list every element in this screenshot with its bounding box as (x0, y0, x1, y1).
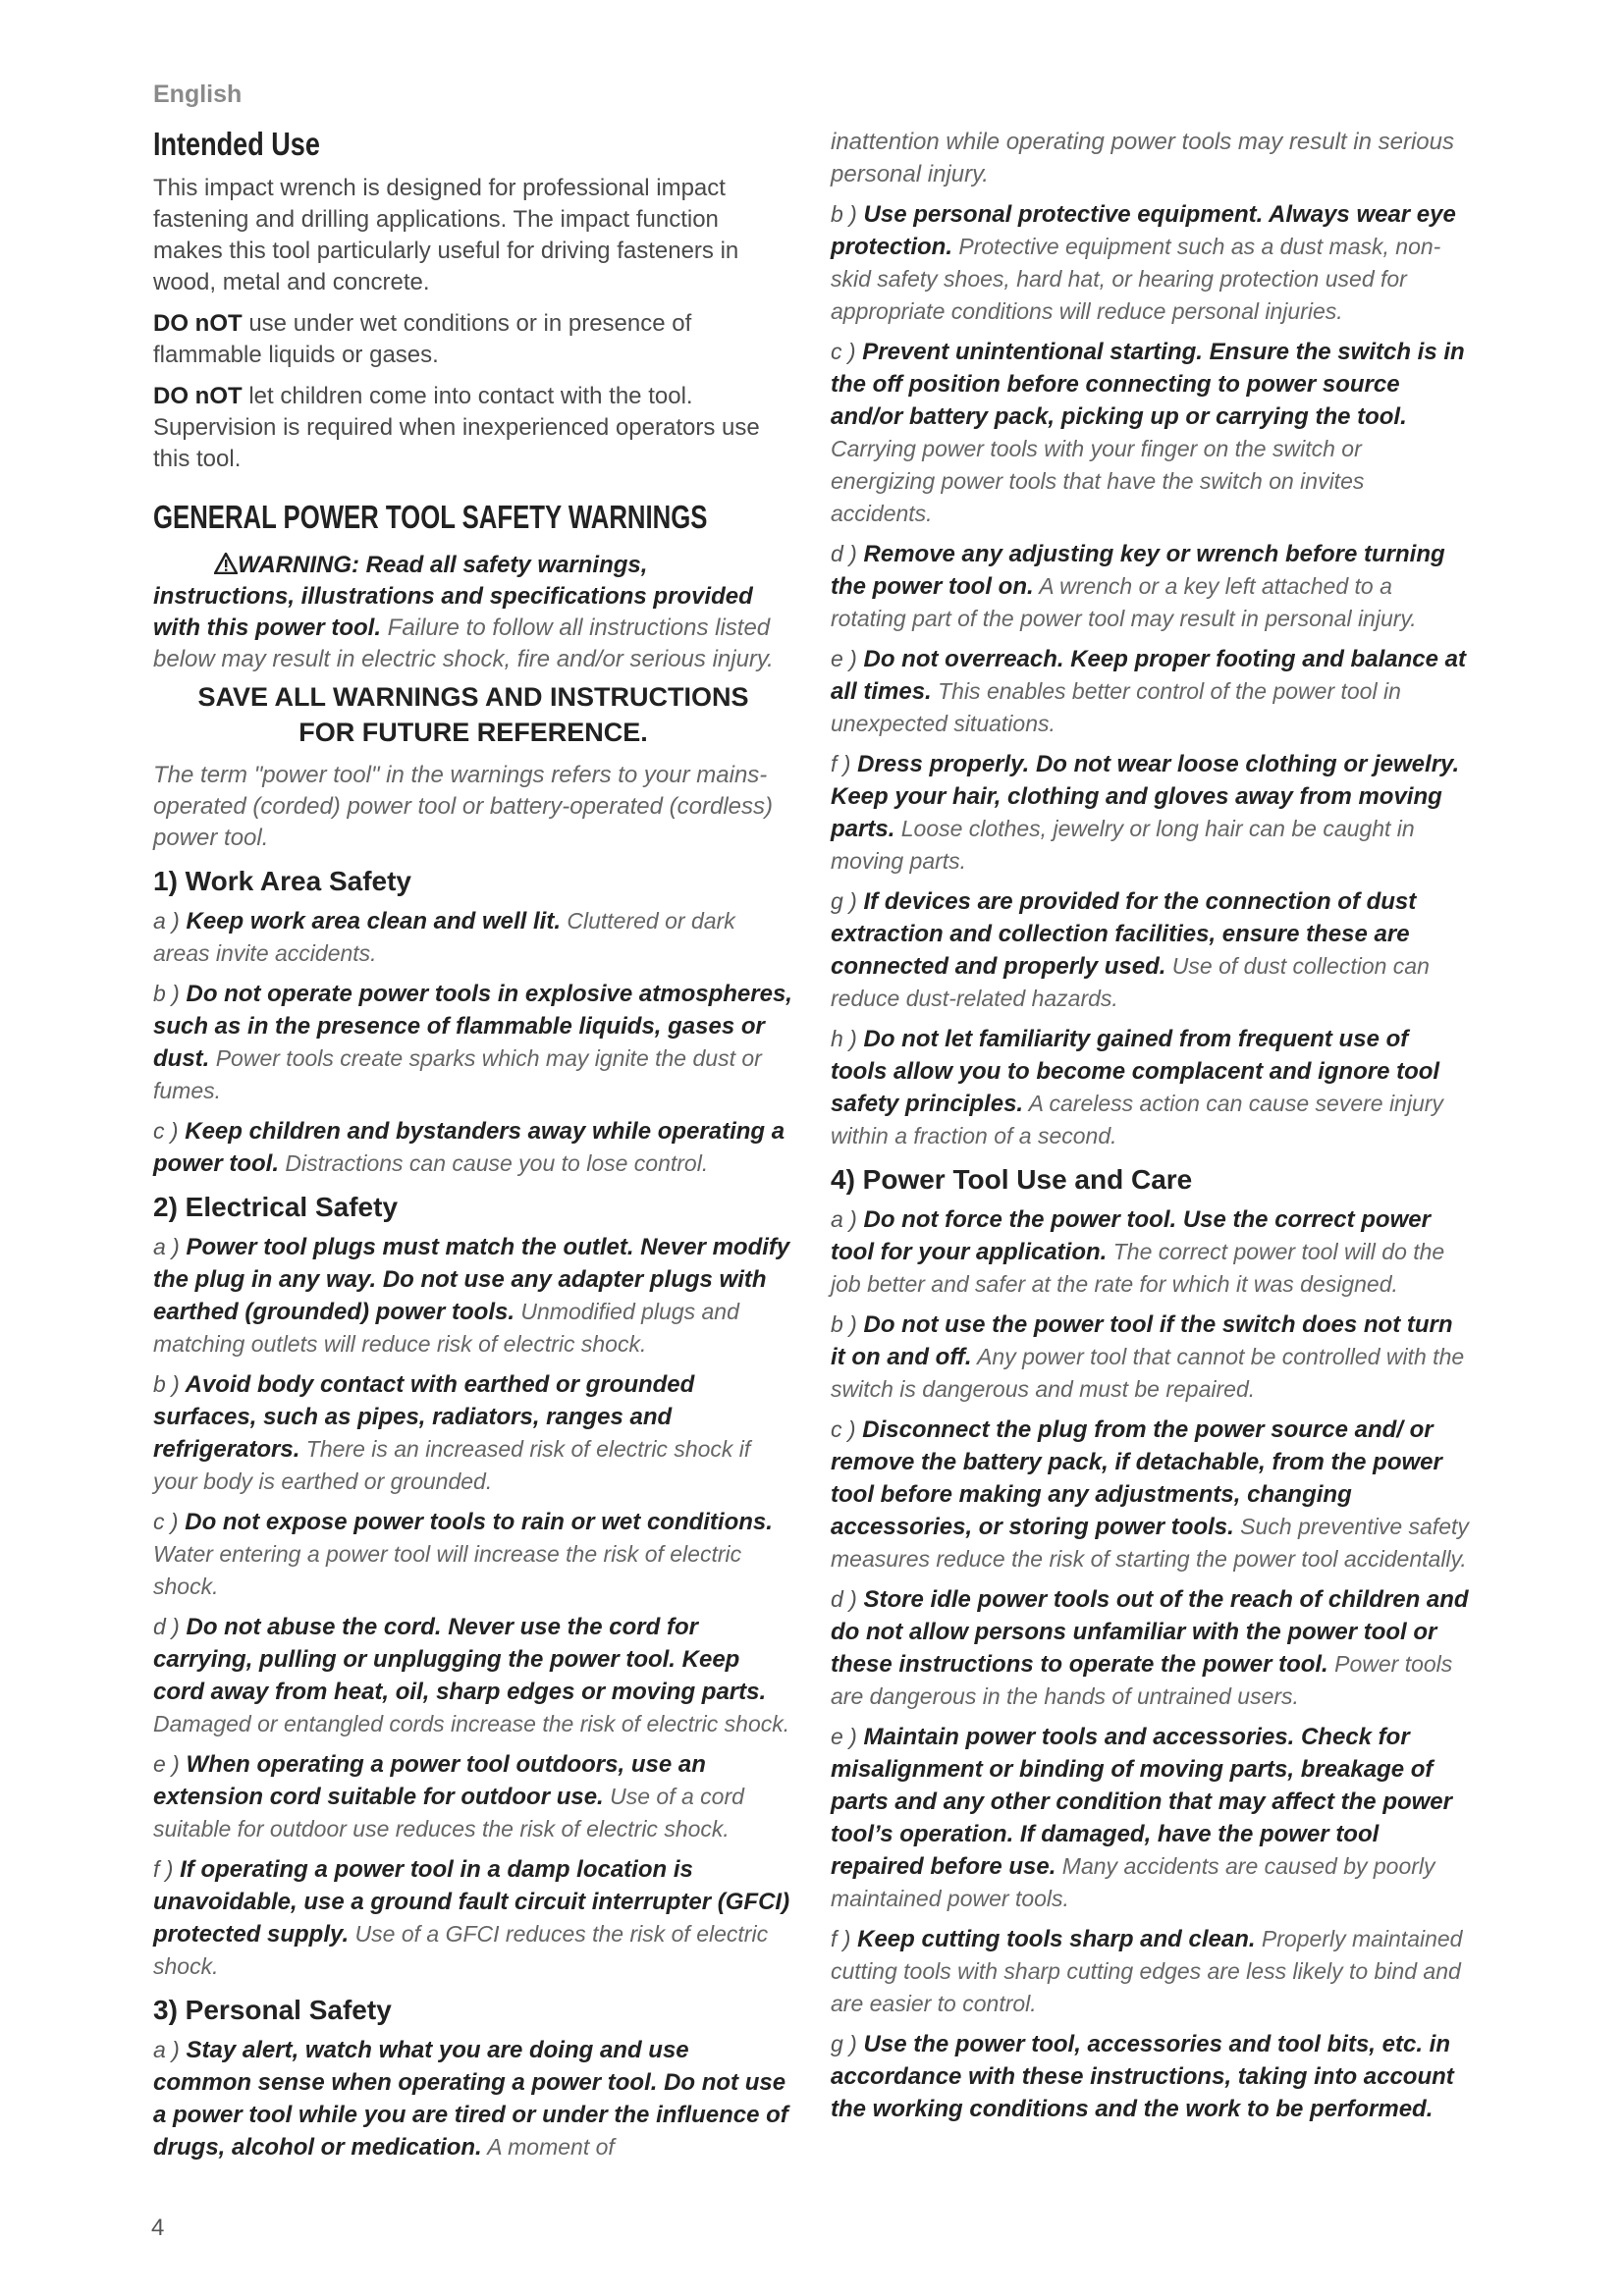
item-text: Many accidents are caused by poorly maintained power tools. (831, 1853, 1435, 1911)
item-bold-text: Do not expose power tools to rain or wet conditions. (178, 1509, 773, 1535)
item-letter: b ) (153, 981, 180, 1006)
item-letter: b ) (153, 1371, 180, 1397)
item-text: Use of a cord suitable for outdoor use reduces the risk of electric shock. (153, 1784, 744, 1842)
item-text: Unmodified plugs and matching outlets will reduce risk of electric shock. (153, 1299, 739, 1357)
section-electrical-heading: 2) Electrical Safety (153, 1192, 399, 1222)
item-text: A wrench or a key left attached to a rotating part of the power tool may result in personal injury. (831, 573, 1417, 631)
item-bold-text: Do not force the power tool. Use the correct power tool for your application. (831, 1206, 1431, 1265)
item-letter: e ) (831, 646, 857, 671)
donot-text: let children come into contact with the tool. Supervision is required when inexperienced operators use this tool. (153, 383, 760, 472)
save-instructions-line1: SAVE ALL WARNINGS AND INSTRUCTIONS (197, 682, 749, 712)
item-bold-text: Dress properly. Do not wear loose clothing or jewelry. Keep your hair, clothing and gloves away from moving parts. (831, 751, 1460, 842)
item-letter: a ) (831, 1206, 857, 1232)
donot-label: DO nOT (153, 383, 243, 409)
warning-text: Failure to follow all instructions listed below may result in electric shock, fire and/or serious injury. (153, 614, 774, 672)
item-bold-text: Do not use the power tool if the switch does not turn it on and off. (831, 1311, 1453, 1370)
list-item (831, 1203, 1471, 1301)
item-text: Use of dust collection can reduce dust-related hazards. (831, 953, 1430, 1011)
item-text: Any power tool that cannot be controlled with the switch is dangerous and must be repaired. (831, 1344, 1465, 1402)
item-bold-text: Do not operate power tools in explosive atmospheres, such as in the presence of flammable liquids, gases or dust. (153, 981, 792, 1072)
item-bold-text: Do not let familiarity gained from frequent use of tools allow you to become complacent and ignore tool safety principles. (831, 1026, 1440, 1117)
left-column (153, 126, 793, 2171)
item-text: A careless action can cause severe injury within a fraction of a second. (831, 1091, 1443, 1148)
list-item (831, 2028, 1471, 2125)
item-text: This enables better control of the power tool in unexpected situations. (831, 678, 1401, 736)
list-item (831, 538, 1471, 635)
electrical-items (153, 1231, 793, 1983)
work-area-items (153, 905, 793, 1180)
item-text: There is an increased risk of electric shock if your body is earthed or grounded. (153, 1436, 751, 1494)
item-bold-text: Use personal protective equipment. Always wear eye protection. (831, 201, 1456, 260)
list-item (153, 1231, 793, 1361)
item-bold-text: Avoid body contact with earthed or grounded surfaces, such as pipes, radiators, ranges and refrigerators. (153, 1371, 695, 1463)
list-item (831, 1023, 1471, 1152)
list-item (153, 1506, 793, 1603)
list-item (831, 643, 1471, 740)
item-letter: b ) (831, 1311, 857, 1337)
item-text: Protective equipment such as a dust mask, non-skid safety shoes, hard hat, or hearing protection used for appropriate conditions will reduce personal injuries. (831, 234, 1441, 324)
donot-children-paragraph (153, 381, 793, 475)
item-letter: f ) (831, 1926, 851, 1951)
list-item (831, 1583, 1471, 1713)
item-text: Such preventive safety measures reduce the risk of starting the power tool accidentally. (831, 1514, 1469, 1572)
list-item (153, 1748, 793, 1845)
item-letter: h ) (831, 1026, 857, 1051)
list-item (153, 978, 793, 1107)
item-bold-text: When operating a power tool outdoors, use an extension cord suitable for outdoor use. (153, 1751, 706, 1810)
list-item (831, 885, 1471, 1015)
list-item (831, 336, 1471, 530)
item-letter: d ) (153, 1614, 180, 1639)
intended-use-paragraph: This impact wrench is designed for professional impact fastening and drilling applications. The impact function makes this tool particularly useful for driving fasteners in wood, metal and concrete. (153, 175, 739, 295)
list-item (153, 1115, 793, 1180)
item-bold-text: Disconnect the plug from the power source and/ or remove the battery pack, if detachable, from the power tool before making any adjustments, changing accessories, or storing power tools. (831, 1416, 1442, 1540)
item-text: The correct power tool will do the job better and safer at the rate for which it was designed. (831, 1239, 1445, 1297)
item-text: Properly maintained cutting tools with sharp cutting edges are less likely to bind and are easier to control. (831, 1926, 1463, 2016)
item-bold-text: Do not abuse the cord. Never use the cord for carrying, pulling or unplugging the power tool. Keep cord away from heat, oil, sharp edges or moving parts. (153, 1614, 767, 1705)
donot-text: use under wet conditions or in presence of flammable liquids or gases. (153, 310, 692, 368)
list-item (153, 1611, 793, 1740)
item-bold-text: Store idle power tools out of the reach of children and do not allow persons unfamiliar with the power tool or these instructions to operate the power tool. (831, 1586, 1469, 1678)
item-letter: d ) (831, 1586, 857, 1612)
section-work-area-heading: 1) Work Area Safety (153, 866, 411, 896)
item-text: Distractions can cause you to lose control. (279, 1150, 709, 1176)
list-item (153, 2034, 793, 2163)
item-bold-text: Prevent unintentional starting. Ensure the switch is in the off position before connecting to power source and/or battery pack, picking up or carrying the tool. (831, 339, 1465, 430)
list-item (153, 905, 793, 970)
item-bold-text: Power tool plugs must match the outlet. Never modify the plug in any way. Do not use any adapter plugs with earthed (grounded) power tools. (153, 1234, 790, 1325)
item-letter: c ) (153, 1118, 179, 1144)
item-letter: c ) (831, 339, 856, 364)
item-bold-text: Keep work area clean and well lit. (179, 908, 561, 934)
item-text: Carrying power tools with your finger on the switch or energizing power tools that have the switch on invites accidents. (831, 436, 1365, 526)
item-bold-text: If operating a power tool in a damp location is unavoidable, use a ground fault circuit interrupter (GFCI) protected supply. (153, 1856, 790, 1948)
power-tool-term-note: The term "power tool" in the warnings refers to your mains-operated (corded) power tool or battery-operated (cordless) power tool. (153, 762, 773, 851)
item-text: Power tools create sparks which may ignite the dust or fumes. (153, 1045, 762, 1103)
section-personal-heading: 3) Personal Safety (153, 1995, 392, 2025)
general-warnings-heading: GENERAL POWER TOOL SAFETY WARNINGS (153, 499, 708, 535)
tool-use-items (831, 1203, 1471, 2125)
list-item (153, 1853, 793, 1983)
item-letter: a ) (153, 1234, 180, 1259)
list-item (831, 748, 1471, 878)
list-item (831, 1923, 1471, 2020)
item-continuation: inattention while operating power tools may result in serious personal injury. (831, 129, 1455, 187)
list-item (831, 1414, 1471, 1575)
donot-label: DO nOT (153, 310, 243, 337)
item-text: Water entering a power tool will increase the risk of electric shock. (153, 1541, 742, 1599)
item-bold-text: Maintain power tools and accessories. Check for misalignment or binding of moving parts, breakage of parts and any other condition that may affect the power tool’s operation. If damaged, have the power tool repaired before use. (831, 1724, 1452, 1880)
item-letter: g ) (831, 2031, 857, 2056)
item-bold-text: Remove any adjusting key or wrench before turning the power tool on. (831, 541, 1445, 600)
item-letter: e ) (831, 1724, 857, 1749)
item-letter: c ) (153, 1509, 179, 1534)
list-item (831, 1308, 1471, 1406)
item-bold-text: Stay alert, watch what you are doing and use common sense when operating a power tool. Do not use a power tool while you are tired or under the influence of drugs, alcohol or medication. (153, 2037, 788, 2161)
warning-bold-text: WARNING: Read all safety warnings, instructions, illustrations and specifications provided with this power tool. (153, 552, 753, 641)
item-bold-text: If devices are provided for the connection of dust extraction and collection facilities, ensure these are connected and properly used. (831, 888, 1417, 980)
personal-items (831, 198, 1471, 1152)
item-text: Loose clothes, jewelry or long hair can be caught in moving parts. (831, 816, 1415, 874)
item-text: A moment of (481, 2134, 615, 2160)
item-letter: e ) (153, 1751, 180, 1777)
item-letter: a ) (153, 2037, 180, 2062)
right-column (831, 126, 1471, 2133)
item-text: Cluttered or dark areas invite accidents. (153, 908, 735, 966)
item-bold-text: Keep children and bystanders away while operating a power tool. (153, 1118, 785, 1177)
page-number: 4 (151, 2215, 165, 2241)
item-bold-text: Do not overreach. Keep proper footing and balance at all times. (831, 646, 1466, 705)
item-letter: f ) (153, 1856, 174, 1882)
item-letter: f ) (831, 751, 851, 776)
list-item (831, 1721, 1471, 1915)
save-instructions-line2: FOR FUTURE REFERENCE. (298, 718, 648, 747)
item-bold-text: Keep cutting tools sharp and clean. (850, 1926, 1256, 1952)
item-bold-text: Use the power tool, accessories and tool bits, etc. in accordance with these instructions, taking into account the working conditions and the work to be performed. (831, 2031, 1454, 2122)
donot-wet-paragraph (153, 308, 793, 371)
item-letter: a ) (153, 908, 180, 934)
item-letter: d ) (831, 541, 857, 566)
item-text: Power tools are dangerous in the hands of untrained users. (831, 1651, 1453, 1709)
warning-triangle-icon (214, 553, 238, 574)
item-letter: g ) (831, 888, 857, 914)
section-tool-use-heading: 4) Power Tool Use and Care (831, 1164, 1193, 1195)
item-letter: b ) (831, 201, 857, 227)
language-label: English (153, 80, 243, 108)
item-text: Use of a GFCI reduces the risk of electric shock. (153, 1921, 769, 1979)
item-letter: c ) (831, 1416, 856, 1442)
intended-use-heading: Intended Use (153, 126, 320, 162)
list-item (153, 1368, 793, 1498)
warning-paragraph (153, 550, 793, 675)
item-text: Damaged or entangled cords increase the risk of electric shock. (153, 1711, 790, 1736)
list-item (831, 198, 1471, 328)
